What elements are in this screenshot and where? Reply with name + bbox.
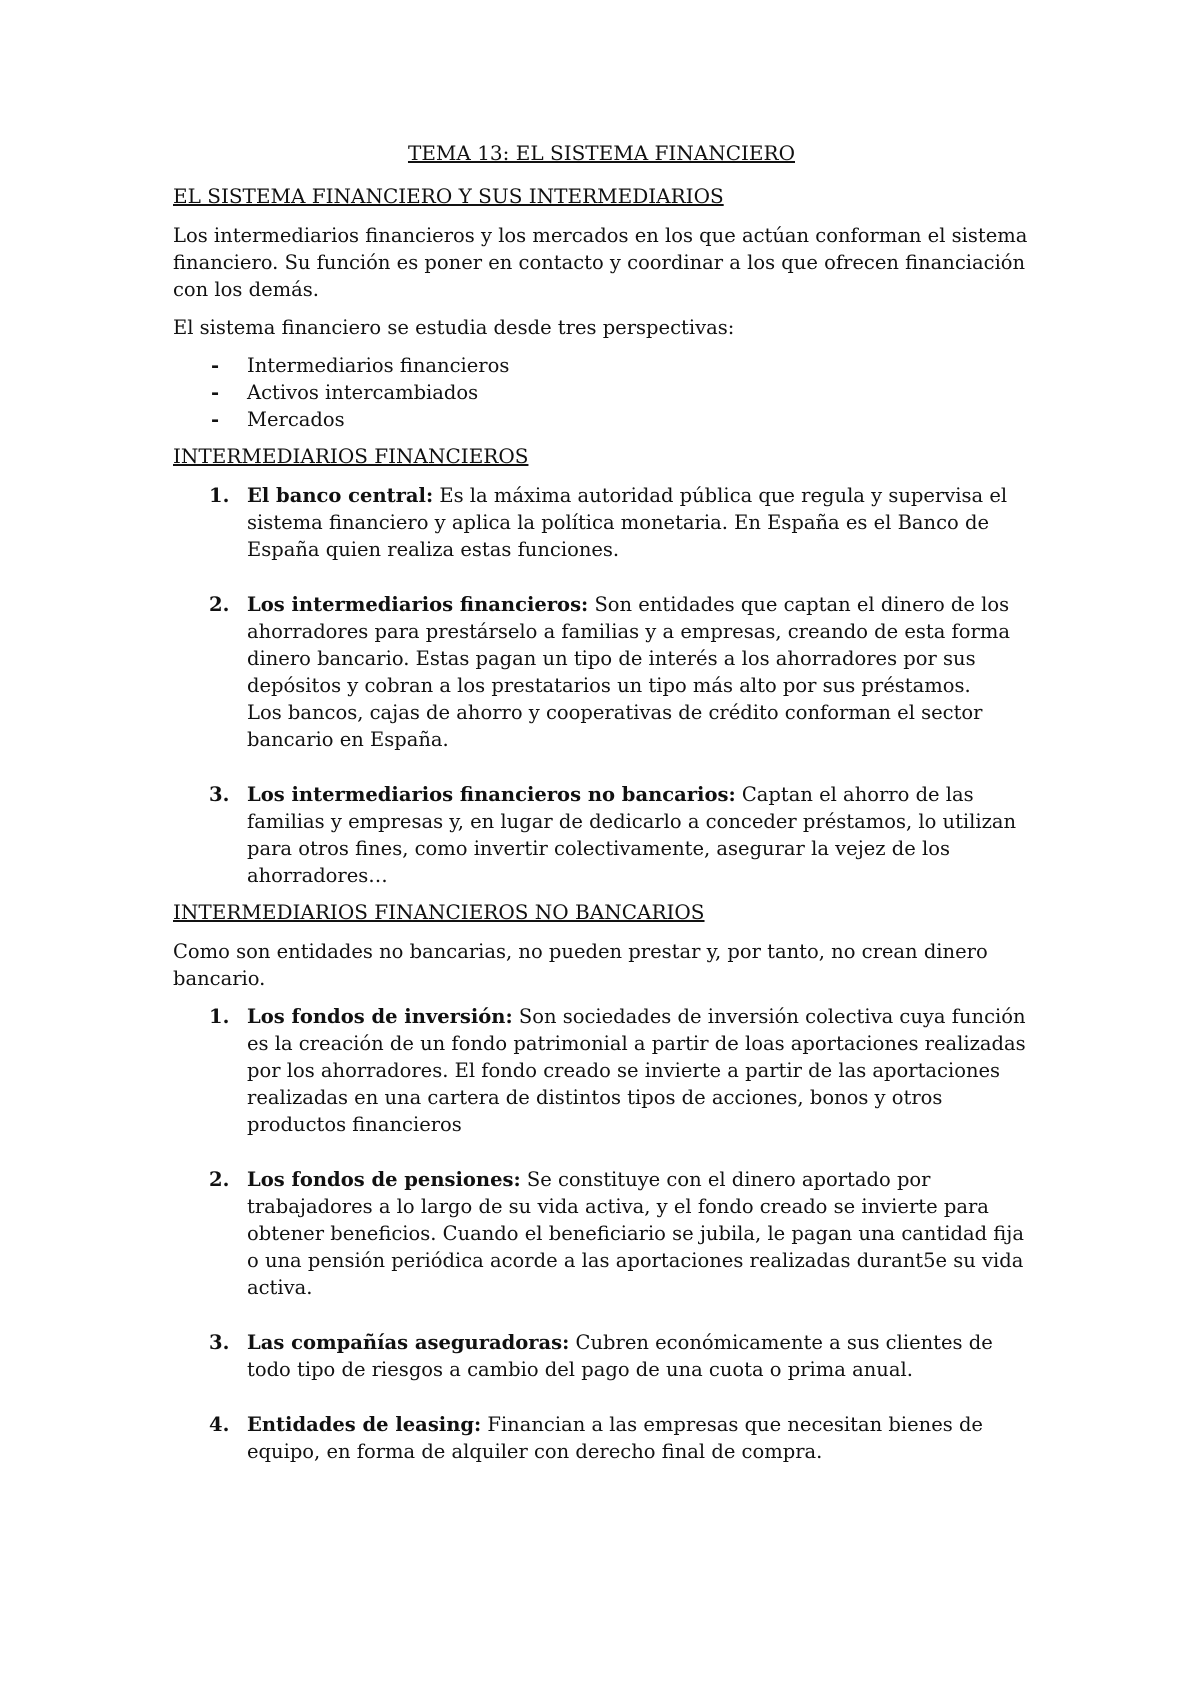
list-item: 2. Los intermediarios financieros: Son entidades que captan el dinero de los ahorradores para prestárselo a familias y a empresas, creando de esta forma dinero bancario. Estas pagan un tipo de interés a los ahorradores por sus depósitos y cobran a los prestatarios un tipo más alto por sus préstamos. Los bancos, cajas de ahorro y cooperativas de crédito conforman el sector bancario en España. bbox=[209, 593, 1010, 751]
item-text: Cubren económicamente a sus clientes de todo tipo de riesgos a cambio del pago de una cuota o prima anual. bbox=[247, 1331, 993, 1381]
item-text-continued: Los bancos, cajas de ahorro y cooperativas de crédito conforman el sector bancario en España. bbox=[247, 701, 983, 751]
section-heading-sistema-financiero: EL SISTEMA FINANCIERO Y SUS INTERMEDIARIOS bbox=[173, 184, 724, 208]
bullet-dash: - bbox=[211, 408, 220, 431]
list-item: - Intermediarios financieros bbox=[211, 354, 510, 377]
item-term: Los intermediarios financieros no bancarios bbox=[247, 783, 729, 806]
item-text: Son entidades que captan el dinero de los ahorradores para prestárselo a familias y a empresas, creando de esta forma dinero bancario. Estas pagan un tipo de interés a los ahorradores por sus depósitos y cobran a los prestatarios un tipo más alto por sus préstamos. bbox=[247, 593, 1010, 697]
page-title: TEMA 13: EL SISTEMA FINANCIERO bbox=[407, 141, 795, 165]
paragraph-intro: Los intermediarios financieros y los mercados en los que actúan conforman el sistema financiero. Su función es poner en contacto y coordinar a los que ofrecen financiación con los demás. bbox=[173, 224, 1028, 301]
item-number: 3. bbox=[209, 783, 230, 806]
item-number: 2. bbox=[209, 1168, 230, 1191]
intermediarios-list bbox=[173, 482, 1030, 889]
item-term: Los fondos de pensiones bbox=[247, 1168, 514, 1191]
bullet-dash: - bbox=[211, 354, 220, 377]
item-text: Captan el ahorro de las familias y empresas y, en lugar de dedicarlo a conceder préstamos, lo utilizan para otros fines, como invertir colectivamente, asegurar la vejez de los ahorradores… bbox=[247, 783, 1017, 887]
list-item: 2. Los fondos de pensiones: Se constituye con el dinero aportado por trabajadores a lo largo de su vida activa, y el fondo creado se invierte para obtener beneficios. Cuando el beneficiario se jubila, le pagan una cantidad fija o una pensión periódica acorde a las aportaciones realizadas durant5e su vida activa. bbox=[209, 1168, 1024, 1299]
list-item: 3. Las compañías aseguradoras: Cubren económicamente a sus clientes de todo tipo de riesgos a cambio del pago de una cuota o prima anual. bbox=[209, 1331, 993, 1381]
bullet-dash: - bbox=[211, 381, 220, 404]
item-term: Las compañías aseguradoras bbox=[247, 1331, 563, 1354]
list-item: - Activos intercambiados bbox=[211, 381, 479, 404]
item-number: 1. bbox=[209, 1005, 230, 1028]
no-bancarios-list bbox=[173, 1003, 1030, 1465]
item-text: Se constituye con el dinero aportado por trabajadores a lo largo de su vida activa, y el fondo creado se invierte para obtener beneficios. Cuando el beneficiario se jubila, le pagan una cantidad fija o una pensión periódica acorde a las aportaciones realizadas durant5e su vida activa. bbox=[247, 1168, 1024, 1299]
list-item: - Mercados bbox=[211, 408, 345, 431]
list-item: 4. Entidades de leasing: Financian a las empresas que necesitan bienes de equipo, en forma de alquiler con derecho final de compra. bbox=[209, 1413, 983, 1463]
paragraph-no-bancarios: Como son entidades no bancarias, no pueden prestar y, por tanto, no crean dinero bancario. bbox=[173, 940, 988, 990]
list-item: 1. El banco central: Es la máxima autoridad pública que regula y supervisa el sistema financiero y aplica la política monetaria. En España es el Banco de España quien realiza estas funciones. bbox=[209, 484, 1008, 561]
list-item: 1. Los fondos de inversión: Son sociedades de inversión colectiva cuya función es la creación de un fondo patrimonial a partir de loas aportaciones realizadas por los ahorradores. El fondo creado se invierte a partir de las aportaciones realizadas en una cartera de distintos tipos de acciones, bonos y otros productos financieros bbox=[209, 1005, 1026, 1136]
item-term: Los intermediarios financieros bbox=[247, 593, 582, 616]
item-number: 1. bbox=[209, 484, 230, 507]
item-text: Son sociedades de inversión colectiva cuya función es la creación de un fondo patrimonial a partir de loas aportaciones realizadas por los ahorradores. El fondo creado se invierte a partir de las aportaciones realizadas en una cartera de distintos tipos de acciones, bonos y otros productos financieros bbox=[247, 1005, 1026, 1136]
item-term: Los fondos de inversión bbox=[247, 1005, 506, 1028]
item-term: Entidades de leasing bbox=[247, 1413, 475, 1436]
list-item: 3. Los intermediarios financieros no bancarios: Captan el ahorro de las familias y empresas y, en lugar de dedicarlo a conceder préstamos, lo utilizan para otros fines, como invertir colectivamente, asegurar la vejez de los ahorradores… bbox=[209, 783, 1017, 887]
item-term: El banco central bbox=[247, 484, 426, 507]
section-heading-no-bancarios: INTERMEDIARIOS FINANCIEROS NO BANCARIOS bbox=[173, 900, 705, 924]
item-number: 3. bbox=[209, 1331, 230, 1354]
section-heading-intermediarios: INTERMEDIARIOS FINANCIEROS bbox=[173, 444, 529, 468]
item-text: Es la máxima autoridad pública que regula y supervisa el sistema financiero y aplica la política monetaria. En España es el Banco de España quien realiza estas funciones. bbox=[247, 484, 1008, 561]
perspectives-list bbox=[173, 352, 1030, 433]
item-number: 4. bbox=[209, 1413, 230, 1436]
item-text: Financian a las empresas que necesitan bienes de equipo, en forma de alquiler con derecho final de compra. bbox=[247, 1413, 983, 1463]
item-number: 2. bbox=[209, 593, 230, 616]
paragraph-perspectives: El sistema financiero se estudia desde tres perspectivas: bbox=[173, 316, 735, 339]
